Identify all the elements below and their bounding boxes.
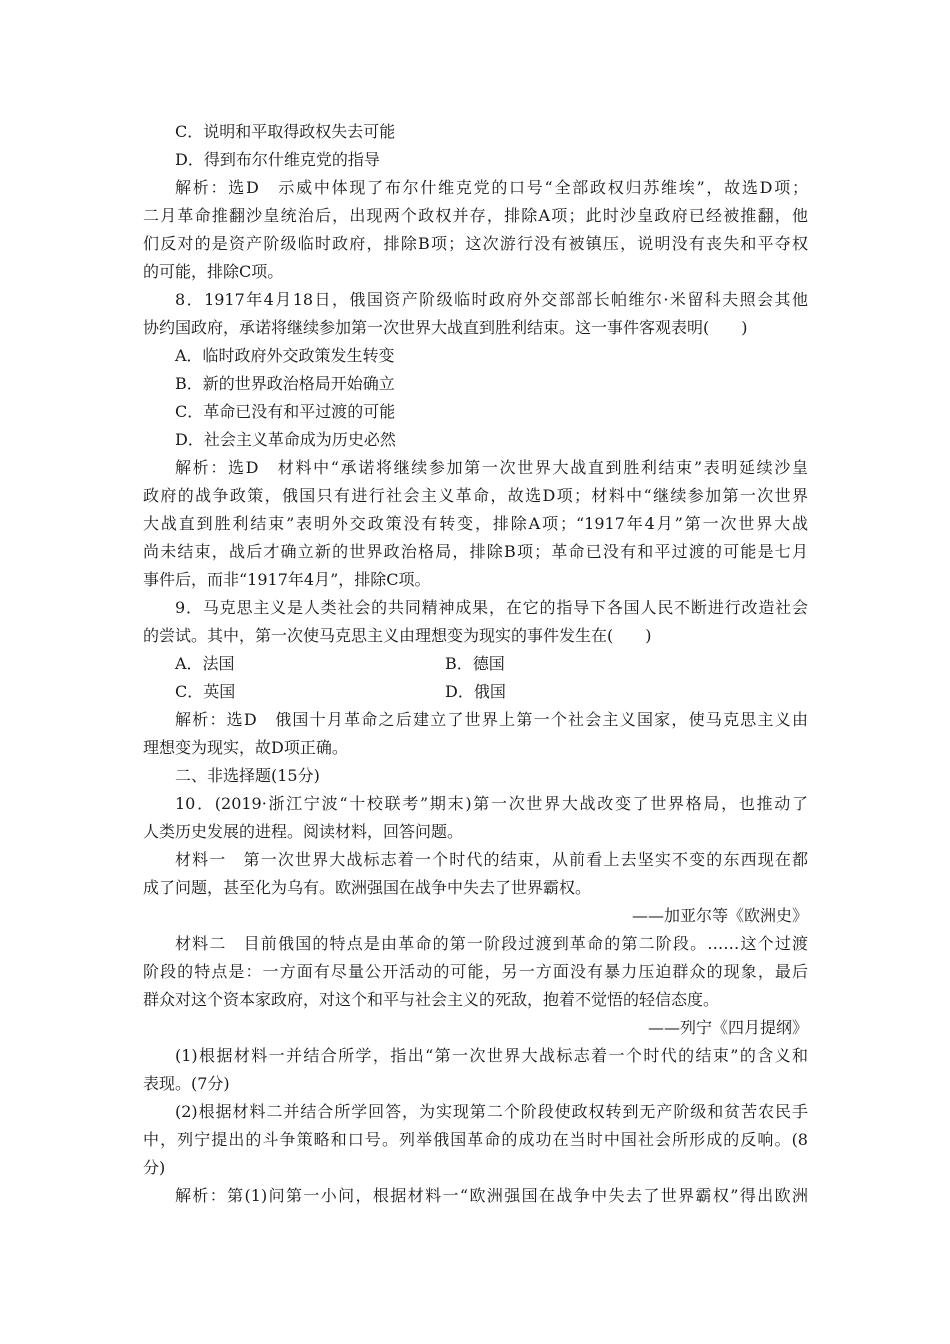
q10-stem-line: 10．(2019·浙江宁波“十校联考”期末)第一次世界大战改变了世界格局，也推动了	[175, 794, 808, 813]
q9-stem-line: 9．马克思主义是人类社会的共同精神成果，在它的指导下各国人民不断进行改造社会	[175, 598, 808, 617]
q10-analysis-line: 解析：第(1)问第一小问，根据材料一“欧洲强国在战争中失去了世界霸权”得出欧洲	[175, 1186, 808, 1205]
q7-analysis-line: 解析：选D 示威中体现了布尔什维克党的口号“全部政权归苏维埃”，故选D项；	[175, 178, 808, 197]
q8-option-c: C．革命已没有和平过渡的可能	[175, 402, 396, 421]
q7-analysis-line: 二月革命推翻沙皇统治后，出现两个政权并存，排除A项；此时沙皇政府已经被推翻，他	[143, 206, 808, 225]
q8-analysis-line: 大战直到胜利结束”表明外交政策没有转变，排除A项；“1917年4月”第一次世界大战	[143, 514, 808, 533]
q10-stem-line: 人类历史发展的进程。阅读材料，回答问题。	[143, 822, 464, 841]
q8-analysis-line: 政府的战争政策，俄国只有进行社会主义革命，故选D项；材料中“继续参加第一次世界	[143, 486, 808, 505]
q7-option-c: C．说明和平取得政权失去可能	[175, 122, 396, 141]
q9-analysis-line: 解析：选D 俄国十月革命之后建立了世界上第一个社会主义国家，使马克思主义由	[175, 710, 808, 729]
q10-sub1-line: 表现。(7分)	[143, 1074, 230, 1093]
q10-material2-line: 群众对这个资本家政府，对这个和平与社会主义的死敌，抱着不觉悟的轻信态度。	[143, 990, 720, 1009]
q7-option-d: D．得到布尔什维克党的指导	[175, 150, 380, 169]
q10-sub2-line: 中，列宁提出的斗争策略和口号。列举俄国革命的成功在当时中国社会所形成的反响。(8	[143, 1130, 808, 1149]
q8-option-a: A．临时政府外交政策发生转变	[175, 346, 395, 365]
q10-material1-line: 成了问题，甚至化为乌有。欧洲强国在战争中失去了世界霸权。	[143, 878, 592, 897]
q10-material1-line: 材料一 第一次世界大战标志着一个时代的结束，从前看上去坚实不变的东西现在都	[175, 850, 808, 869]
q8-option-d: D．社会主义革命成为历史必然	[175, 430, 396, 449]
q9-option-d: D．俄国	[445, 682, 506, 701]
q8-option-b: B．新的世界政治格局开始确立	[175, 374, 395, 393]
q8-analysis-line: 事件后，而非“1917年4月”，排除C项。	[143, 570, 431, 589]
q7-analysis-line: 们反对的是资产阶级临时政府，排除B项；这次游行没有被镇压，说明没有丧失和平夺权	[143, 234, 808, 253]
q9-option-b: B．德国	[445, 654, 505, 673]
q10-material2-line: 材料二 目前俄国的特点是由革命的第一阶段过渡到革命的第二阶段。……这个过渡	[175, 934, 808, 953]
q9-analysis-line: 理想变为现实，故D项正确。	[143, 738, 348, 757]
q8-analysis-line: 解析：选D 材料中“承诺将继续参加第一次世界大战直到胜利结束”表明延续沙皇	[175, 458, 808, 477]
q10-sub2-line: 分)	[143, 1158, 166, 1177]
q9-stem-line: 的尝试。其中，第一次使马克思主义由理想变为现实的事件发生在( )	[143, 626, 652, 645]
q10-sub1-line: (1)根据材料一并结合所学，指出“第一次世界大战标志着一个时代的结束”的含义和	[175, 1046, 808, 1065]
q9-option-c: C．英国	[175, 682, 236, 701]
q8-stem-line: 协约国政府，承诺将继续参加第一次世界大战直到胜利结束。这一事件客观表明( )	[143, 318, 748, 337]
q9-option-a: A．法国	[175, 654, 235, 673]
q7-analysis-line: 的可能，排除C项。	[143, 262, 284, 281]
section-title: 二、非选择题(15分)	[175, 766, 320, 785]
q8-analysis-line: 尚未结束，战后才确立新的世界政治格局，排除B项；革命已没有和平过渡的可能是七月	[143, 542, 808, 561]
q10-material2-source: ——列宁《四月提纲》	[647, 1018, 808, 1037]
q8-stem-line: 8．1917年4月18日，俄国资产阶级临时政府外交部部长帕维尔·米留科夫照会其他	[175, 290, 808, 309]
q10-material1-source: ——加亚尔等《欧洲史》	[631, 906, 808, 925]
q10-material2-line: 阶段的特点是：一方面有尽量公开活动的可能，另一方面没有暴力压迫群众的现象，最后	[143, 962, 808, 981]
q10-sub2-line: (2)根据材料二并结合所学回答，为实现第二个阶段使政权转到无产阶级和贫苦农民手	[175, 1102, 808, 1121]
